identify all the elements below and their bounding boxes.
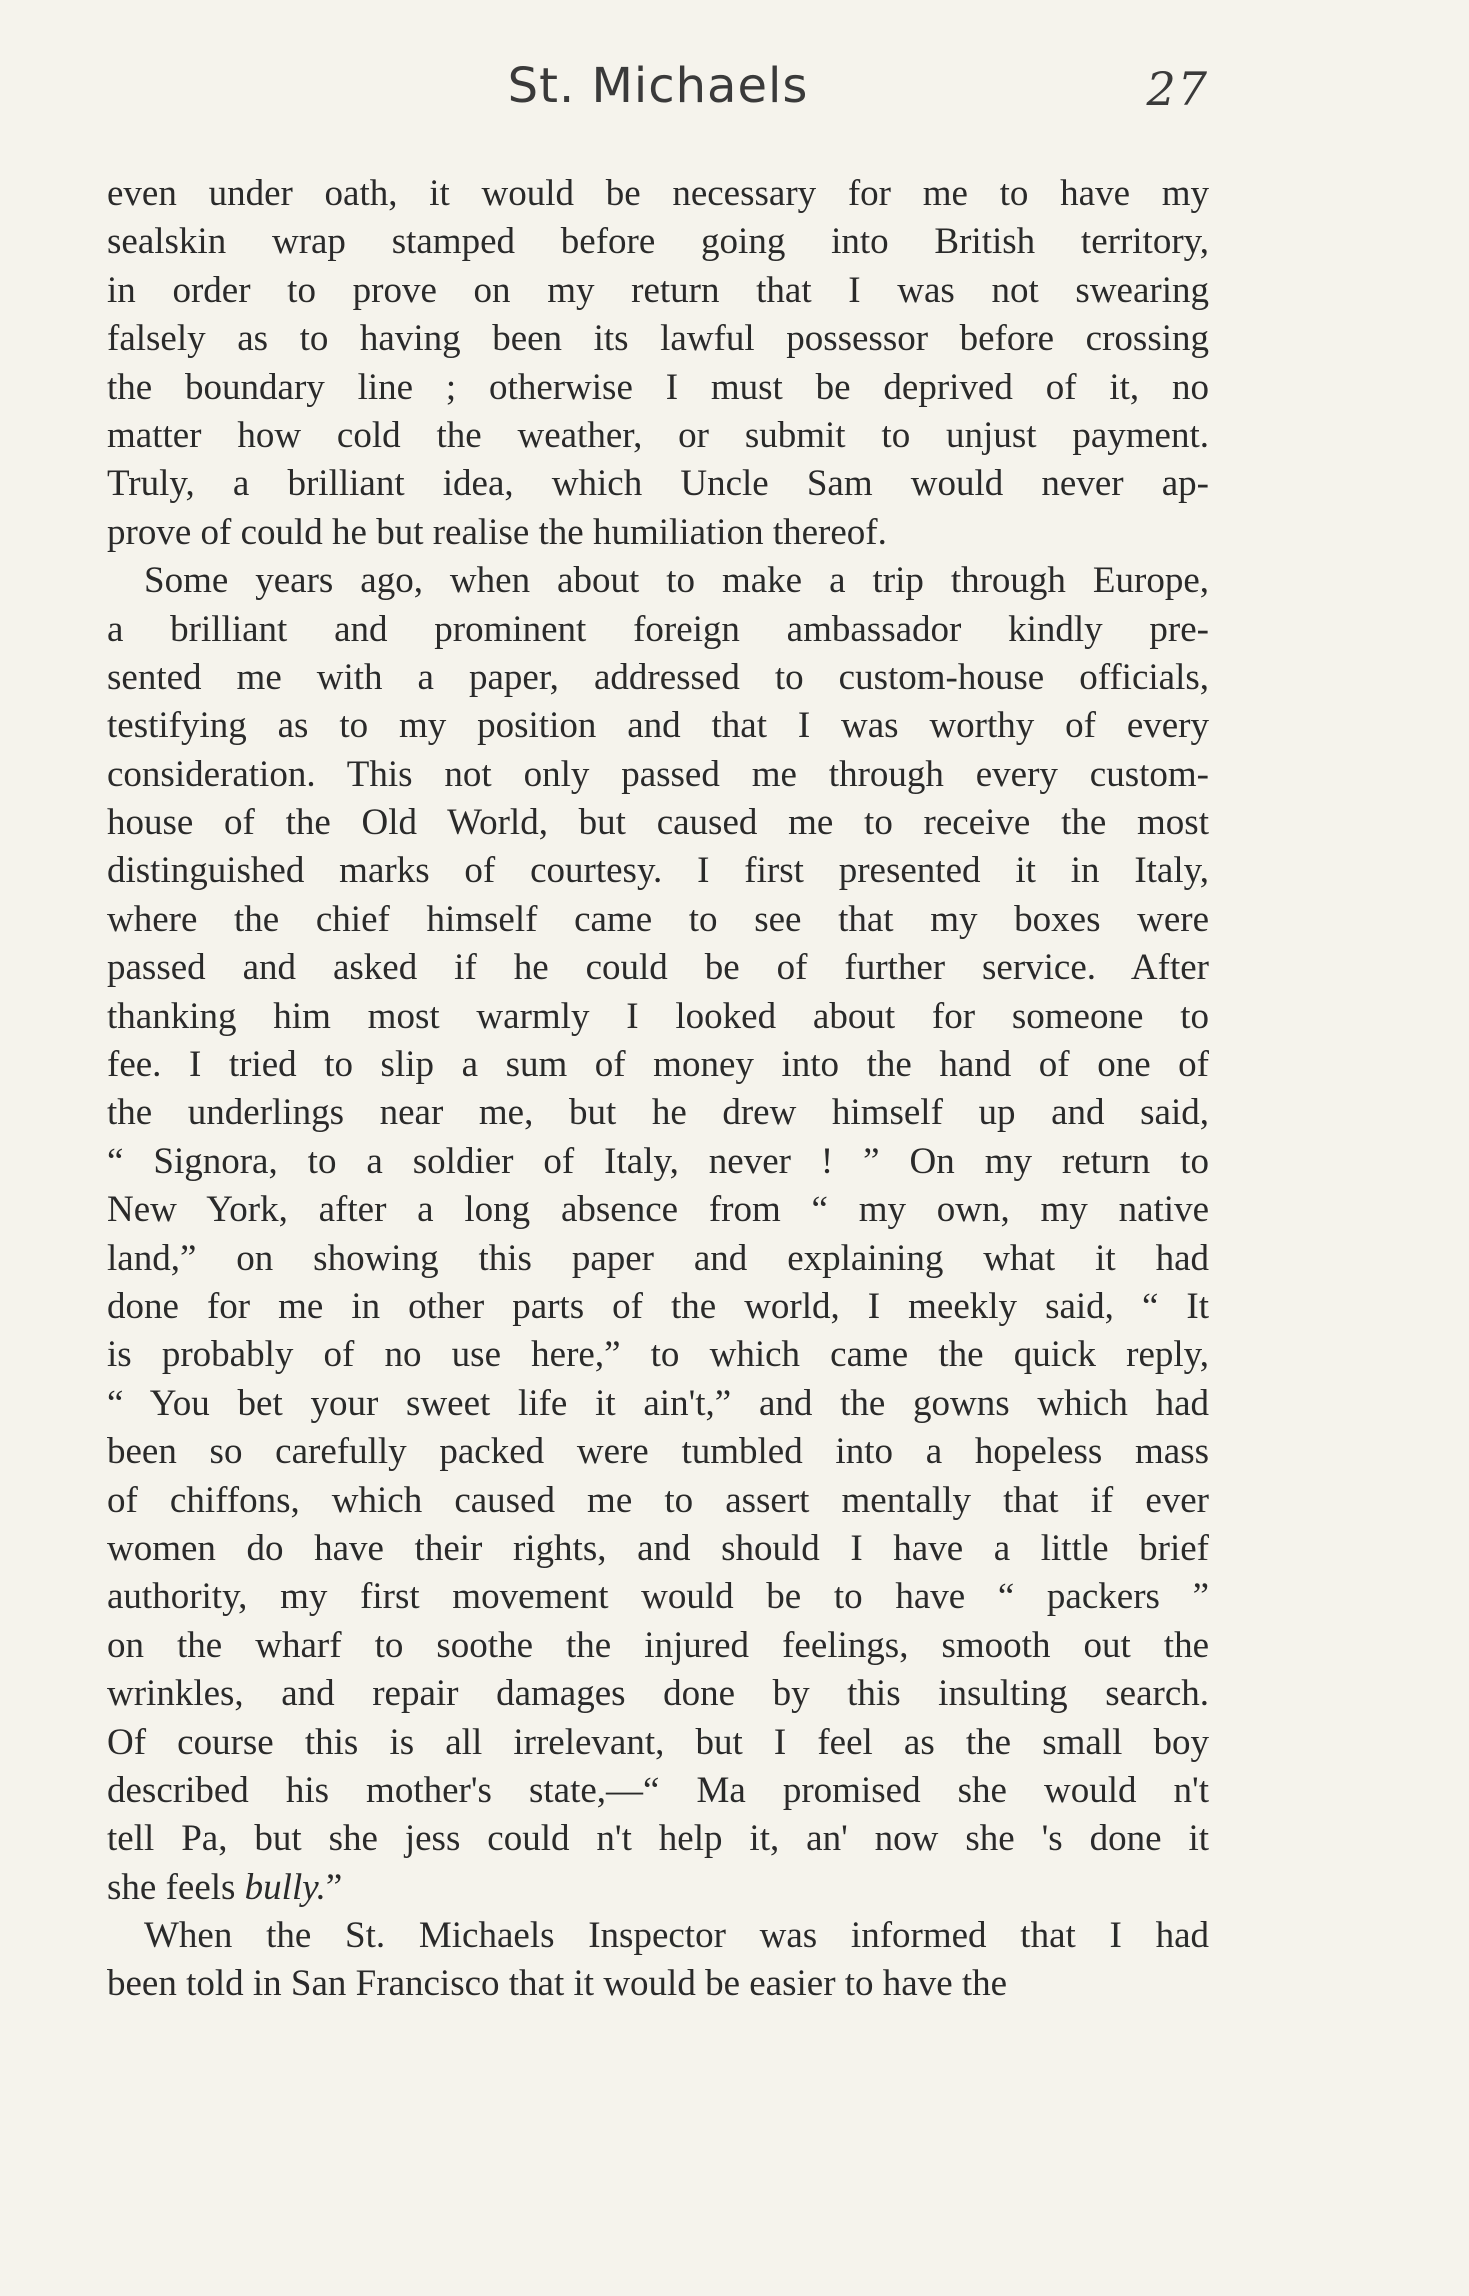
text-line: tell Pa, but she jess could n't help it, an' now she 's done it [107,1818,1209,1860]
text-line: Some years ago, when about to make a trip through Europe, [144,560,1209,602]
text-line: even under oath, it would be necessary for me to have my [107,173,1209,214]
text-line: the underlings near me, but he drew himself up and said, [107,1092,1209,1134]
text-line: falsely as to having been its lawful possessor before crossing [107,318,1209,360]
text-line [107,1864,1209,1912]
text-line: where the chief himself came to see that my boxes were [107,898,1209,940]
text-line: matter how cold the weather, or submit to unjust payment. [107,414,1209,456]
text-line: is probably of no use here,” to which came the quick reply, [107,1334,1209,1376]
text-line: thanking him most warmly I looked about for someone to [107,995,1209,1037]
italic-word: bully. [244,1866,326,1908]
text-line: Truly, a brilliant idea, which Uncle Sam would never ap- [107,463,1209,505]
text-line: wrinkles, and repair damages done by this insulting search. [107,1673,1209,1715]
text-line: fee. I tried to slip a sum of money into the hand of one of [107,1044,1209,1086]
page-number: 27 [1146,62,1209,116]
text-line: been so carefully packed were tumbled into a hopeless mass [107,1431,1209,1473]
text-line: sented me with a paper, addressed to custom-house officials, [107,656,1209,698]
text-line: been told in San Francisco that it would be easier to have the [107,1963,1008,2005]
text-line: land,” on showing this paper and explaining what it had [107,1237,1209,1279]
text-line: described his mother's state,—“ Ma promised she would n't [107,1769,1209,1811]
text-line: testifying as to my position and that I was worthy of every [107,705,1209,747]
text-line: the boundary line ; otherwise I must be deprived of it, no [107,366,1209,408]
page-header [107,58,1209,128]
text-line: in order to prove on my return that I was not swearing [107,269,1209,311]
text-line: house of the Old World, but caused me to receive the most [107,802,1209,844]
text-line: a brilliant and prominent foreign ambassador kindly pre- [107,608,1209,650]
text-line: women do have their rights, and should I have a little brief [107,1527,1209,1569]
text-line: sealskin wrap stamped before going into British territory, [107,221,1209,263]
text-line-start: she feels [107,1866,245,1908]
text-line: distinguished marks of courtesy. I first presented it in Italy, [107,850,1209,892]
text-line: “ You bet your sweet life it ain't,” and the gowns which had [107,1382,1209,1424]
text-line: When the St. Michaels Inspector was informed that I had [144,1915,1209,1957]
text-line: authority, my first movement would be to have “ packers ” [107,1576,1209,1618]
text-line: passed and asked if he could be of further service. After [107,947,1209,989]
text-line: New York, after a long absence from “ my own, my native [107,1189,1209,1231]
body-text [107,170,1209,2009]
text-line: on the wharf to soothe the injured feelings, smooth out the [107,1624,1209,1666]
closing-quote: ” [325,1866,343,1908]
text-line: Of course this is all irrelevant, but I feel as the small boy [107,1721,1209,1763]
text-line: “ Signora, to a soldier of Italy, never ! ” On my return to [107,1140,1209,1182]
text-line: of chiffons, which caused me to assert mentally that if ever [107,1479,1209,1521]
text-line: consideration. This not only passed me through every custom- [107,753,1209,795]
text-line: prove of could he but realise the humiliation thereof. [107,511,887,553]
running-title: St. Michaels [507,58,809,114]
text-line: done for me in other parts of the world, I meekly said, “ It [107,1285,1209,1327]
